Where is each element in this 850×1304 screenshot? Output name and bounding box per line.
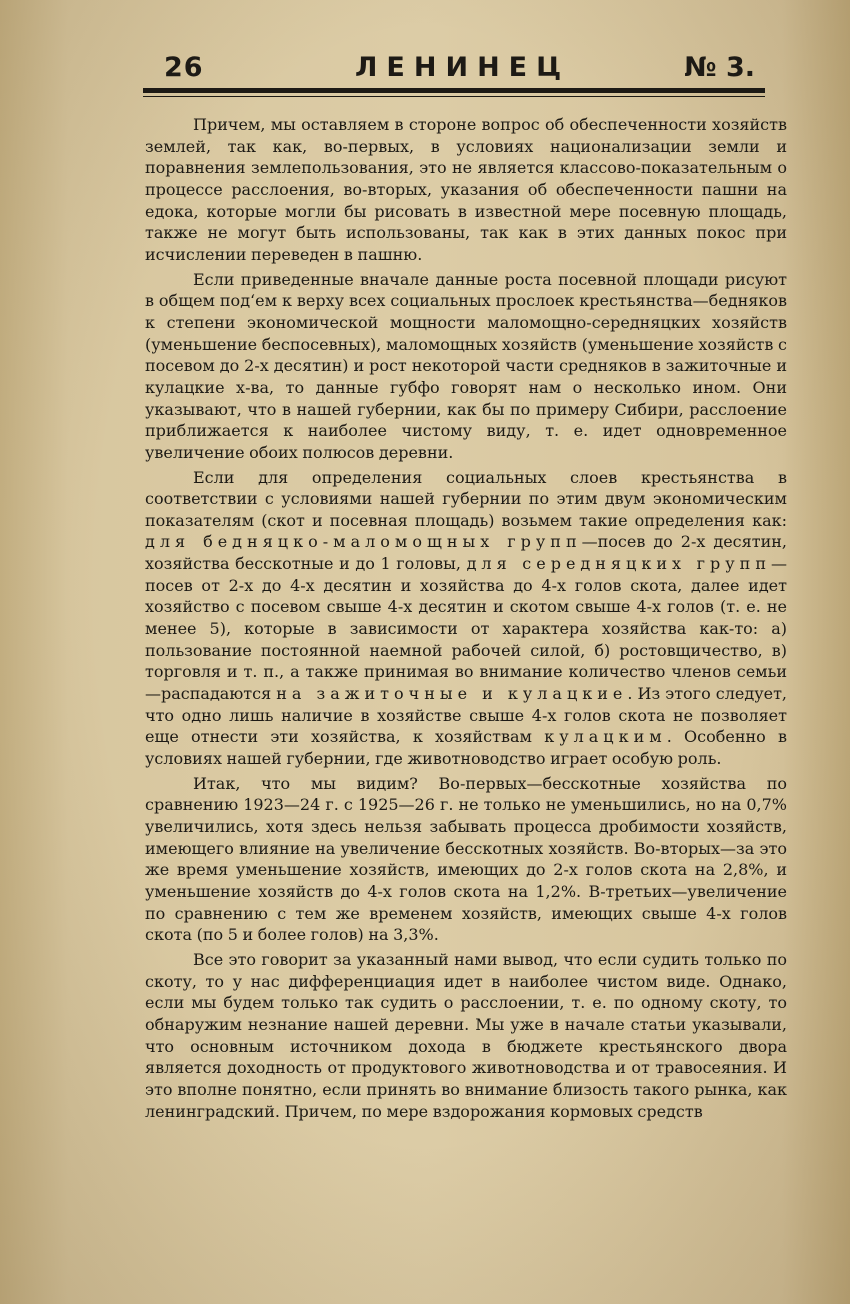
paragraph-3-text-3: —посев от 2-х до 4-х десятин и хозяйства до 4-х голов скота, далее идет хозяйство с посевом свыше 4-х десятин и скотом свыше 4-х голов (т. е. не менее 5), которые в зависимости от характера хозяйства как-то: а) пользование постоянной наемной рабочей силой, б) ростовщичество, в) торговля и т. п., а также принимая во внимание количество членов семьи—распадаются	[145, 554, 788, 704]
paragraph-3	[145, 467, 787, 770]
paragraph-3-text-1: Если для определения социальных слоев крестьянства в соответствии с условиями нашей губернии по этим двум экономическим показателям (скот и посевная площадь) возьмем такие определения как:	[145, 467, 787, 530]
paragraph-3-text-2: —посев до 2-х десятин, хозяйства бесскотные и до 1 головы,	[145, 532, 788, 574]
paragraph-4: Итак, что мы видим? Во-первых—бесскотные хозяйства по сравнению 1923—24 г. с 1925—26 г. не только не уменьшились, но на 0,7% увеличились, хотя здесь нельзя забывать процесса дробимости хозяйств, имеющего влияние на увеличение бесскотных хозяйств. Во-вторых—за это же время уменьшение хозяйств, имеющих до 2-х голов скота на 2,8%, и уменьшение хозяйств до 4-х голов скота на 1,2%. В-третьих—увеличение по сравнению с тем же временем хозяйств, имеющих свыше 4-х голов скота (по 5 и более голов) на 3,3%.	[145, 773, 787, 945]
spaced-term-middle-groups: для середняцких групп	[466, 554, 772, 574]
paragraph-1: Причем, мы оставляем в стороне вопрос об обеспеченности хозяйств землей, так как, во-первых, в условиях национализации земли и поравнения землепользования, это не является классово-показательным о процессе расслоения, во-вторых, указания об обеспеченности пашни на едока, которые могли бы рисовать в известной мере посевную площадь, также не могут быть использованы, так как в этих данных покос при исчислении переведен в пашню.	[145, 115, 787, 264]
journal-title: ЛЕНИНЕЦ	[355, 52, 571, 83]
page-header	[140, 48, 765, 90]
spaced-term-wealthy-kulak: на зажиточные и кулацкие	[276, 684, 628, 704]
paragraph-3-text-5: . Особенно в условиях нашей губернии, где животноводство играет особую роль.	[145, 727, 787, 769]
spaced-term-kulak: кулацким	[544, 727, 667, 747]
spaced-term-poor-groups: для бедняцко-маломощных групп	[145, 532, 582, 552]
page-number: 26	[164, 52, 204, 83]
header-rule-thin	[143, 96, 765, 97]
paragraph-5: Все это говорит за указанный нами вывод, что если судить только по скоту, то у нас дифференциация идет в наиболее чистом виде. Однако, если мы будем только так судить о расслоении, т. е. по одному скоту, то обнаружим незнание нашей деревни. Мы уже в начале статьи указывали, что основным источником дохода в бюджете крестьянского двора является доходность от продуктового животноводства и от травосеяния. И это вполне понятно, если принять во внимание близость такого рынка, как ленинградский. Причем, по мере вздорожания кормовых средств	[145, 949, 787, 1121]
paragraph-3-text-4: . Из этого следует, что одно лишь наличие в хозяйстве свыше 4-х голов скота не позволяет еще отнести эти хозяйства, к хозяйствам	[145, 684, 788, 747]
header-rule-thick	[143, 88, 765, 93]
paragraph-2: Если приведенные вначале данные роста посевной площади рисуют в общем под‘ем к верху всех социальных прослоек крестьянства—бедняков к степени экономической мощности маломощно-середняцких хозяйств (уменьшение беспосевных), маломощных хозяйств (уменьшение хозяйств с посевом до 2-х десятин) и рост некоторой части средняков в зажиточные и кулацкие х-ва, то данные губфо говорят нам о несколько ином. Они указывают, что в нашей губернии, как бы по примеру Сибири, расслоение приближается к наиболее чистому виду, т. е. идет одновременное увеличение обоих полюсов деревни.	[145, 269, 787, 462]
issue-number: № 3.	[684, 52, 755, 83]
article-body	[145, 114, 787, 1122]
